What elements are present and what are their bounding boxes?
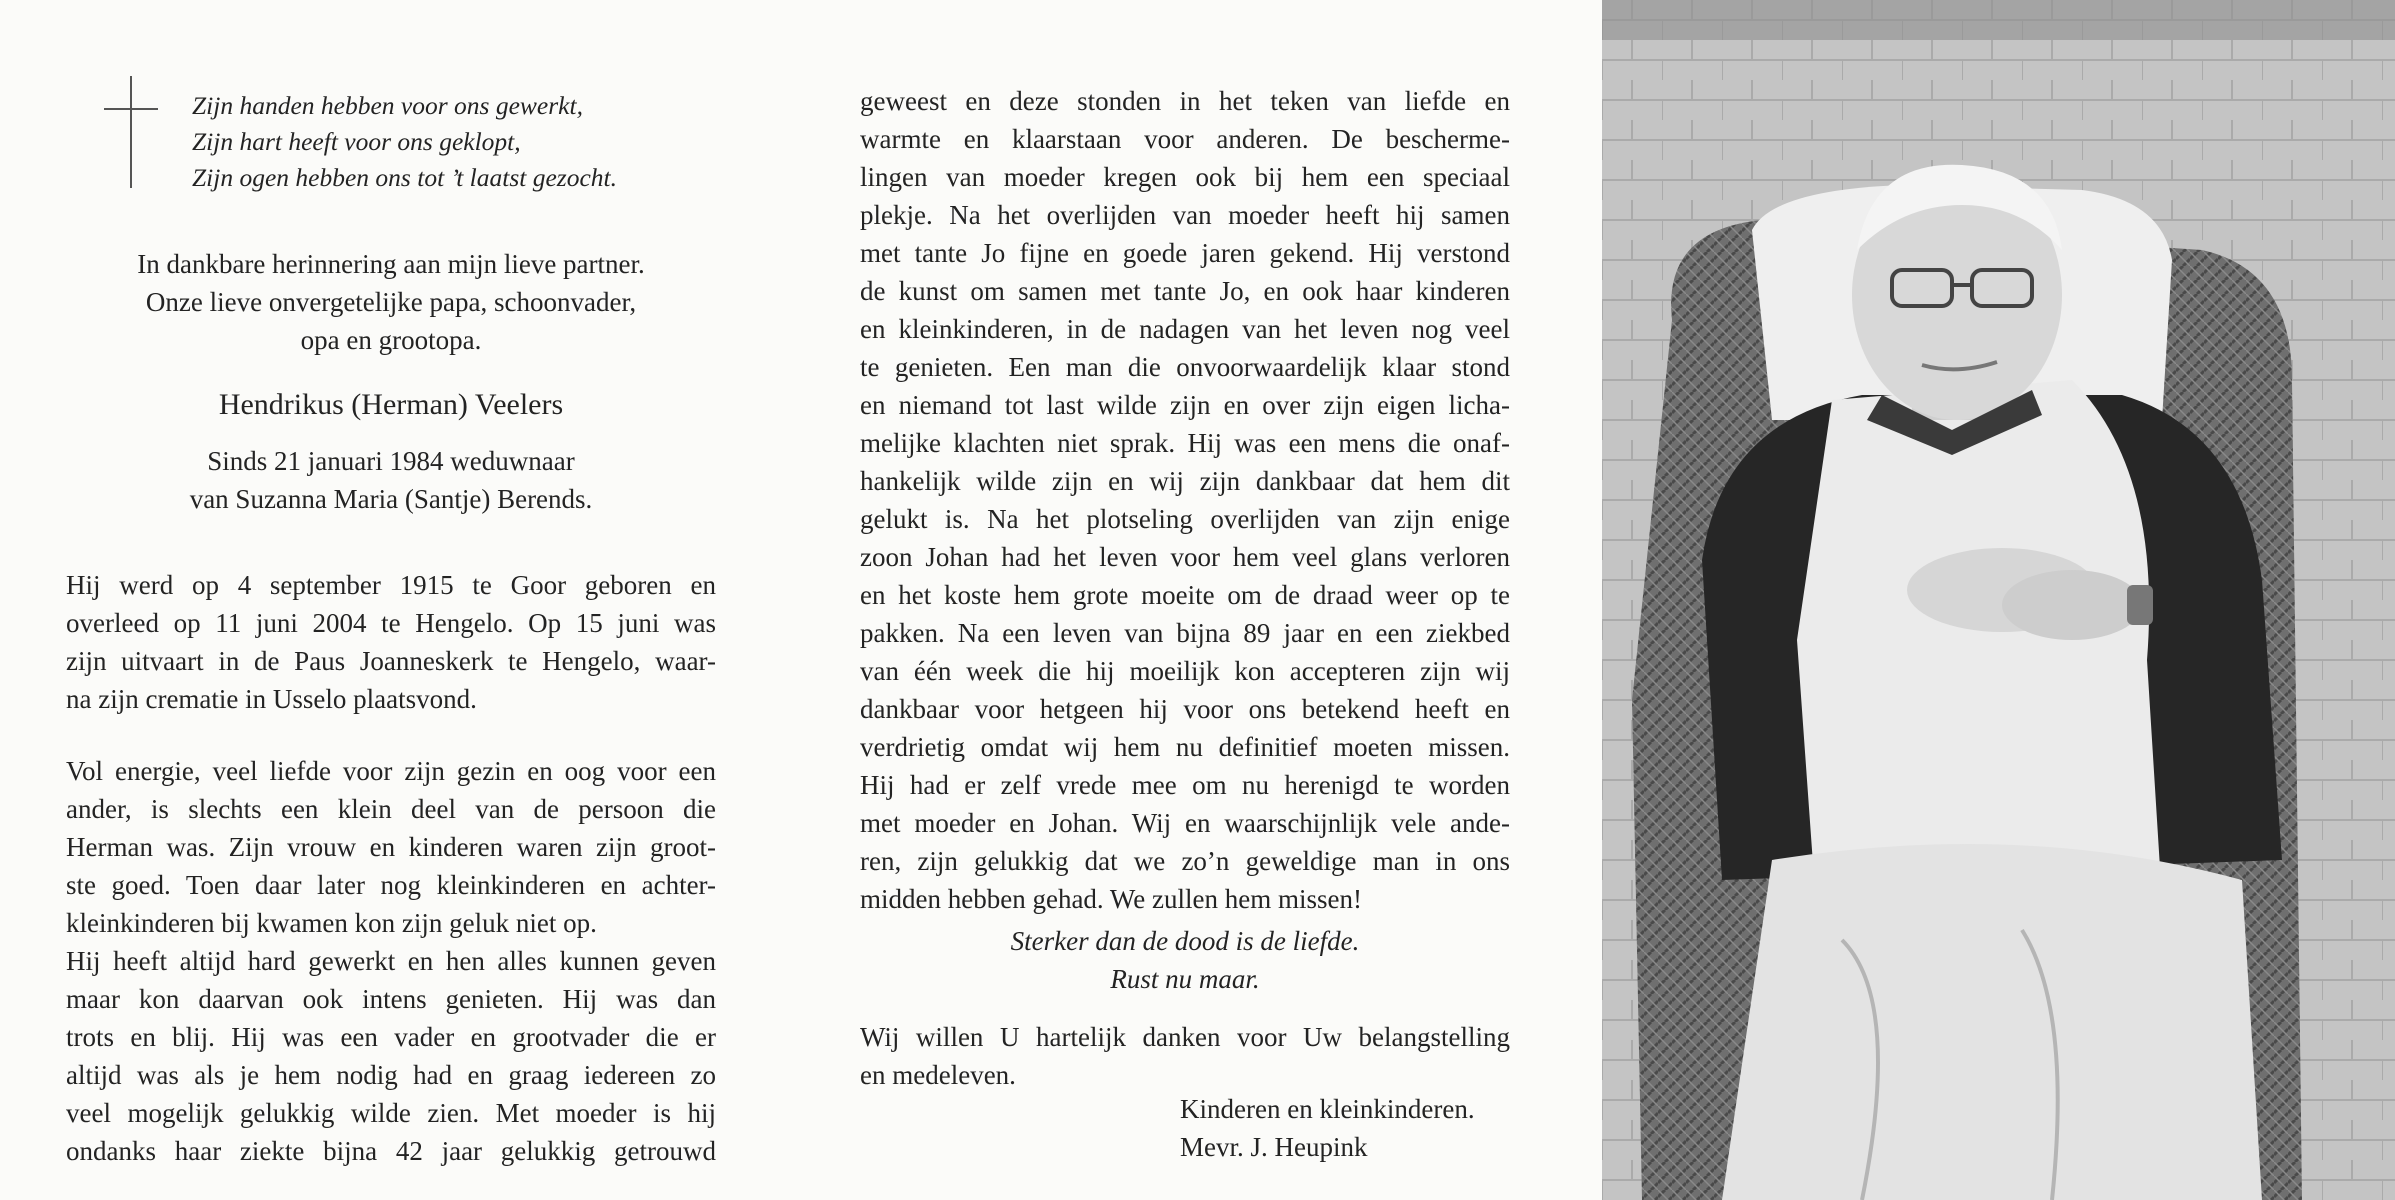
quote-line: Sterker dan de dood is de liefde. [1010,926,1360,956]
text-line: zijn uitvaart in de Paus Joanneskerk te Hengelo, waar- [66,646,716,676]
text-line: van één week die hij moeilijk kon accepteren zijn wij [860,656,1510,686]
text-line: ondanks haar ziekte bijna 42 jaar gelukkig getrouwd [66,1136,716,1166]
text-line: na zijn crematie in Usselo plaatsvond. [66,684,477,714]
text-line: verdrietig omdat wij hem nu definitief moeten missen. [860,732,1510,762]
text-line: trots en blij. Hij was een vader en grootvader die er [66,1022,716,1052]
dedication-line: In dankbare herinnering aan mijn lieve partner. [137,249,645,279]
cross-icon-bar [104,108,158,110]
text-line: ste goed. Toen daar later nog kleinkinderen en achter- [66,870,716,900]
text-line: hankelijk wilde zijn en wij zijn dankbaar dat hem dit [860,466,1510,496]
text-line: warmte en klaarstaan voor anderen. De bescherme- [860,124,1510,154]
text-line: kleinkinderen bij kwamen kon zijn geluk niet op. [66,908,597,938]
portrait-photo [1602,0,2395,1200]
text-line: maar kon daarvan ook intens genieten. Hij was dan [66,984,716,1014]
left-page [66,0,716,1200]
text-line: gelukt is. Na het plotseling overlijden van zijn enige [860,504,1510,534]
text-line: midden hebben gehad. We zullen hem missen! [860,884,1362,914]
poem-line: Zijn handen hebben voor ons gewerkt, [192,91,583,120]
text-line: Wij willen U hartelijk danken voor Uw belangstelling [860,1022,1510,1052]
thanks-note [860,1018,1510,1094]
dedication-line: Onze lieve onvergetelijke papa, schoonvader, [145,287,637,317]
memorial-poem [192,88,617,196]
widower-note [66,442,716,518]
widower-line: Sinds 21 januari 1984 weduwnaar [207,446,575,476]
text-line: en niemand tot last wilde zijn en over zijn eigen licha- [860,390,1510,420]
text-line: met moeder en Johan. Wij en waarschijnlijk vele ande- [860,808,1510,838]
text-line: Hij werd op 4 september 1915 te Goor geboren en [66,570,716,600]
text-line: Hij heeft altijd hard gewerkt en hen alles kunnen geven [66,946,716,976]
poem-line: Zijn ogen hebben ons tot ’t laatst gezocht. [192,163,617,192]
text-line: veel mogelijk gelukkig wilde zien. Met moeder is hij [66,1098,716,1128]
dedication-line: opa en grootopa. [300,325,482,355]
text-line: pakken. Na een leven van bijna 89 jaar en een ziekbed [860,618,1510,648]
text-line: geweest en deze stonden in het teken van liefde en [860,86,1510,116]
widower-line: van Suzanna Maria (Santje) Berends. [189,484,593,514]
text-line: te genieten. Een man die onvoorwaardelijk klaar stond [860,352,1510,382]
quote-line: Rust nu maar. [1110,964,1260,994]
text-line: met tante Jo fijne en goede jaren gekend. Hij verstond [860,238,1510,268]
text-line: altijd was als je hem nodig had en graag iedereen zo [66,1060,716,1090]
deceased-name: Hendrikus (Herman) Veelers [218,388,564,421]
text-line: zoon Johan had het leven voor hem veel glans verloren [860,542,1510,572]
signature-line: Mevr. J. Heupink [1180,1132,1368,1162]
text-line: Vol energie, veel liefde voor zijn gezin en oog voor een [66,756,716,786]
text-line: ren, zijn gelukkig dat we zo’n geweldige man in ons [860,846,1510,876]
text-line: en het koste hem grote moeite om de draad weer op te [860,580,1510,610]
text-line: en medeleven. [860,1060,1016,1090]
cross-icon [130,76,132,188]
biography-paragraph-1 [66,566,716,718]
text-line: Herman was. Zijn vrouw en kinderen waren zijn groot- [66,832,716,862]
text-line: dankbaar voor hetgeen hij voor ons betekend heeft en [860,694,1510,724]
biography-paragraph-2 [66,752,716,1170]
dedication [66,245,716,359]
text-line: de kunst om samen met tante Jo, en ook haar kinderen [860,276,1510,306]
poem-line: Zijn hart heeft voor ons geklopt, [192,127,521,156]
text-line: melijke klachten niet sprak. Hij was een mens die onaf- [860,428,1510,458]
signature-line: Kinderen en kleinkinderen. [1180,1094,1475,1124]
closing-quote [860,922,1510,998]
text-line: plekje. Na het overlijden van moeder heeft hij samen [860,200,1510,230]
text-line: ander, is slechts een klein deel van de persoon die [66,794,716,824]
biography-paragraph-3 [860,82,1510,918]
text-line: Hij had er zelf vrede mee om nu herenigd te worden [860,770,1510,800]
middle-page [860,0,1510,1200]
text-line: en kleinkinderen, in de nadagen van het leven nog veel [860,314,1510,344]
text-line: lingen van moeder kregen ook bij hem een speciaal [860,162,1510,192]
signature [1180,1090,1510,1166]
portrait-illustration [1602,0,2395,1200]
text-line: overleed op 11 juni 2004 te Hengelo. Op 15 juni was [66,608,716,638]
